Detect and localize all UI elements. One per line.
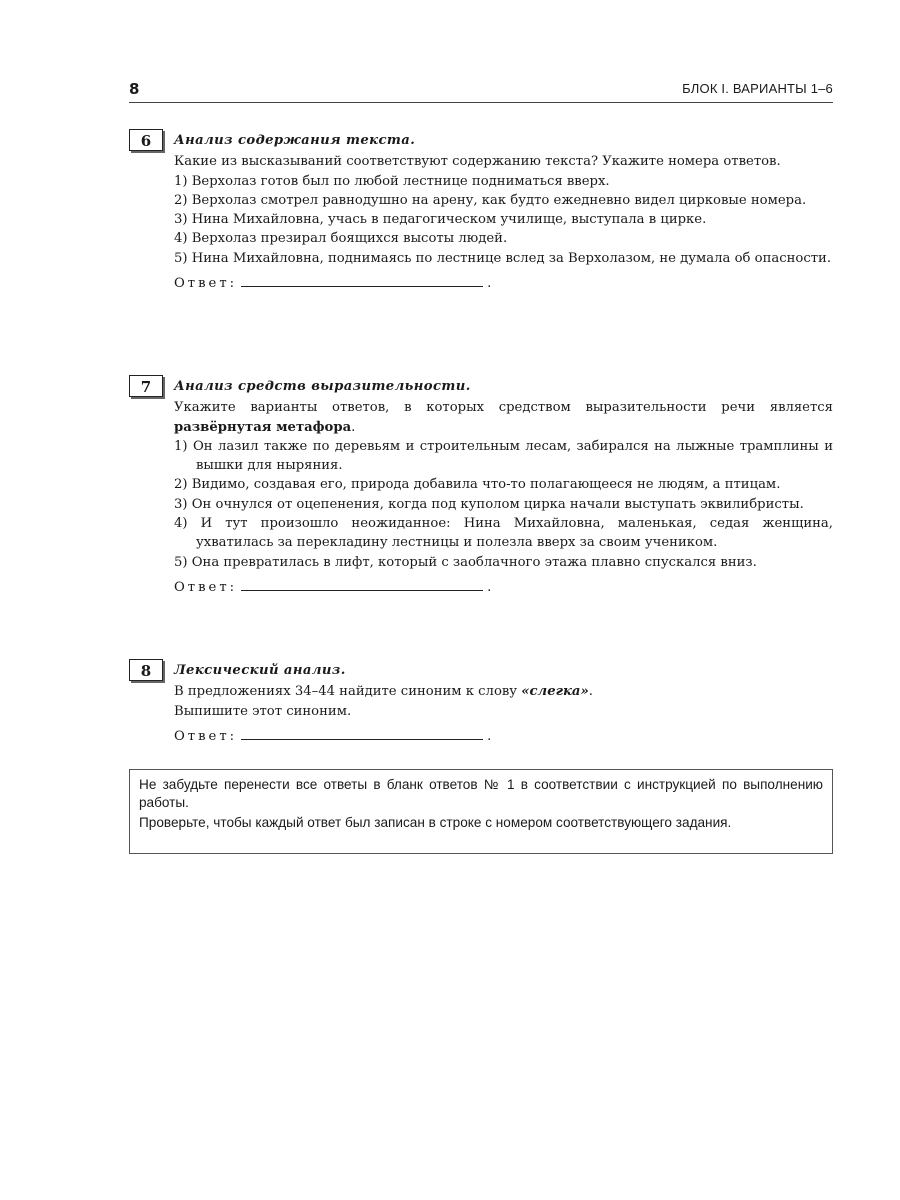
- option-item: 2) Верхолаз смотрел равнодушно на арену, как будто ежедневно видел цирковые номера.: [174, 192, 807, 208]
- task-number-box: 6: [129, 129, 163, 151]
- task-title: Анализ средств выразительности.: [174, 379, 471, 394]
- answer-field[interactable]: [241, 276, 483, 287]
- option-item: 1) Верхолаз готов был по любой лестнице подниматься вверх.: [174, 173, 610, 189]
- note-paragraph: Проверьте, чтобы каждый ответ был записан в строке с номером соответствующего задания.: [139, 815, 732, 830]
- task-title: Лексический анализ.: [174, 663, 346, 678]
- task-prompt-line2: Выпишите этот синоним.: [174, 703, 352, 719]
- option-item: 2) Видимо, создавая его, природа добавила что-то полагающееся не людям, а птицам.: [174, 477, 781, 493]
- options-list: [174, 437, 833, 572]
- answer-line: [174, 274, 833, 293]
- page-header: [129, 80, 833, 103]
- answer-field[interactable]: [241, 580, 483, 591]
- instruction-note-box: [129, 769, 833, 854]
- task-prompt: Какие из высказываний соответствуют содержанию текста? Укажите номера ответов.: [174, 154, 781, 170]
- answer-label: Ответ:: [174, 276, 238, 292]
- options-list: [174, 172, 833, 268]
- page-number: 8: [129, 80, 140, 98]
- task-body: [174, 659, 833, 746]
- task-body: [174, 375, 833, 597]
- prompt-text: Укажите варианты ответов, в которых средством выразительности речи является: [174, 400, 833, 416]
- option-item: 5) Она превратилась в лифт, который с заоблачного этажа плавно спускался вниз.: [174, 554, 757, 570]
- answer-field[interactable]: [241, 729, 483, 740]
- prompt-end: .: [588, 684, 593, 700]
- task-title: Анализ содержания текста.: [174, 133, 416, 148]
- prompt-word: «слегка»: [521, 684, 589, 700]
- option-item: 5) Нина Михайловна, поднимаясь по лестнице вслед за Верхолазом, не думала об опасности.: [174, 250, 832, 266]
- prompt-text: В предложениях 34–44 найдите синоним к слову: [174, 684, 522, 700]
- prompt-end: .: [351, 419, 356, 435]
- task-body: [174, 129, 833, 293]
- answer-period: .: [487, 276, 492, 292]
- answer-line: [174, 727, 833, 746]
- note-paragraph: Не забудьте перенести все ответы в бланк ответов № 1 в соответствии с инструкцией по выполнению работы.: [139, 777, 823, 810]
- task-8: [129, 659, 833, 746]
- answer-period: .: [487, 579, 492, 595]
- option-item: 3) Нина Михайловна, учась в педагогическом училище, выступала в цирке.: [174, 212, 707, 228]
- answer-period: .: [487, 728, 492, 744]
- answer-label: Ответ:: [174, 728, 238, 744]
- answer-label: Ответ:: [174, 579, 238, 595]
- task-number-box: 8: [129, 659, 163, 681]
- task-prompt: [174, 682, 833, 701]
- prompt-emphasis: развёрнутая метафора: [174, 419, 352, 435]
- task-prompt: [174, 398, 833, 437]
- option-item: 4) Верхолаз презирал боящихся высоты людей.: [174, 231, 508, 247]
- option-item: 1) Он лазил также по деревьям и строительным лесам, забирался на лыжные трамплины и вышки для ныряния.: [174, 438, 833, 474]
- task-7: [129, 375, 833, 597]
- task-6: [129, 129, 833, 293]
- task-number-box: 7: [129, 375, 163, 397]
- option-item: 4) И тут произошло неожиданное: Нина Михайловна, маленькая, седая женщина, ухватилась за перекладину лестницы и полезла вверх за своим учеником.: [174, 516, 833, 551]
- option-item: 3) Он очнулся от оцепенения, когда под куполом цирка начали выступать эквилибристы.: [174, 496, 804, 512]
- running-title: БЛОК I. ВАРИАНТЫ 1–6: [682, 81, 833, 96]
- answer-line: [174, 578, 833, 597]
